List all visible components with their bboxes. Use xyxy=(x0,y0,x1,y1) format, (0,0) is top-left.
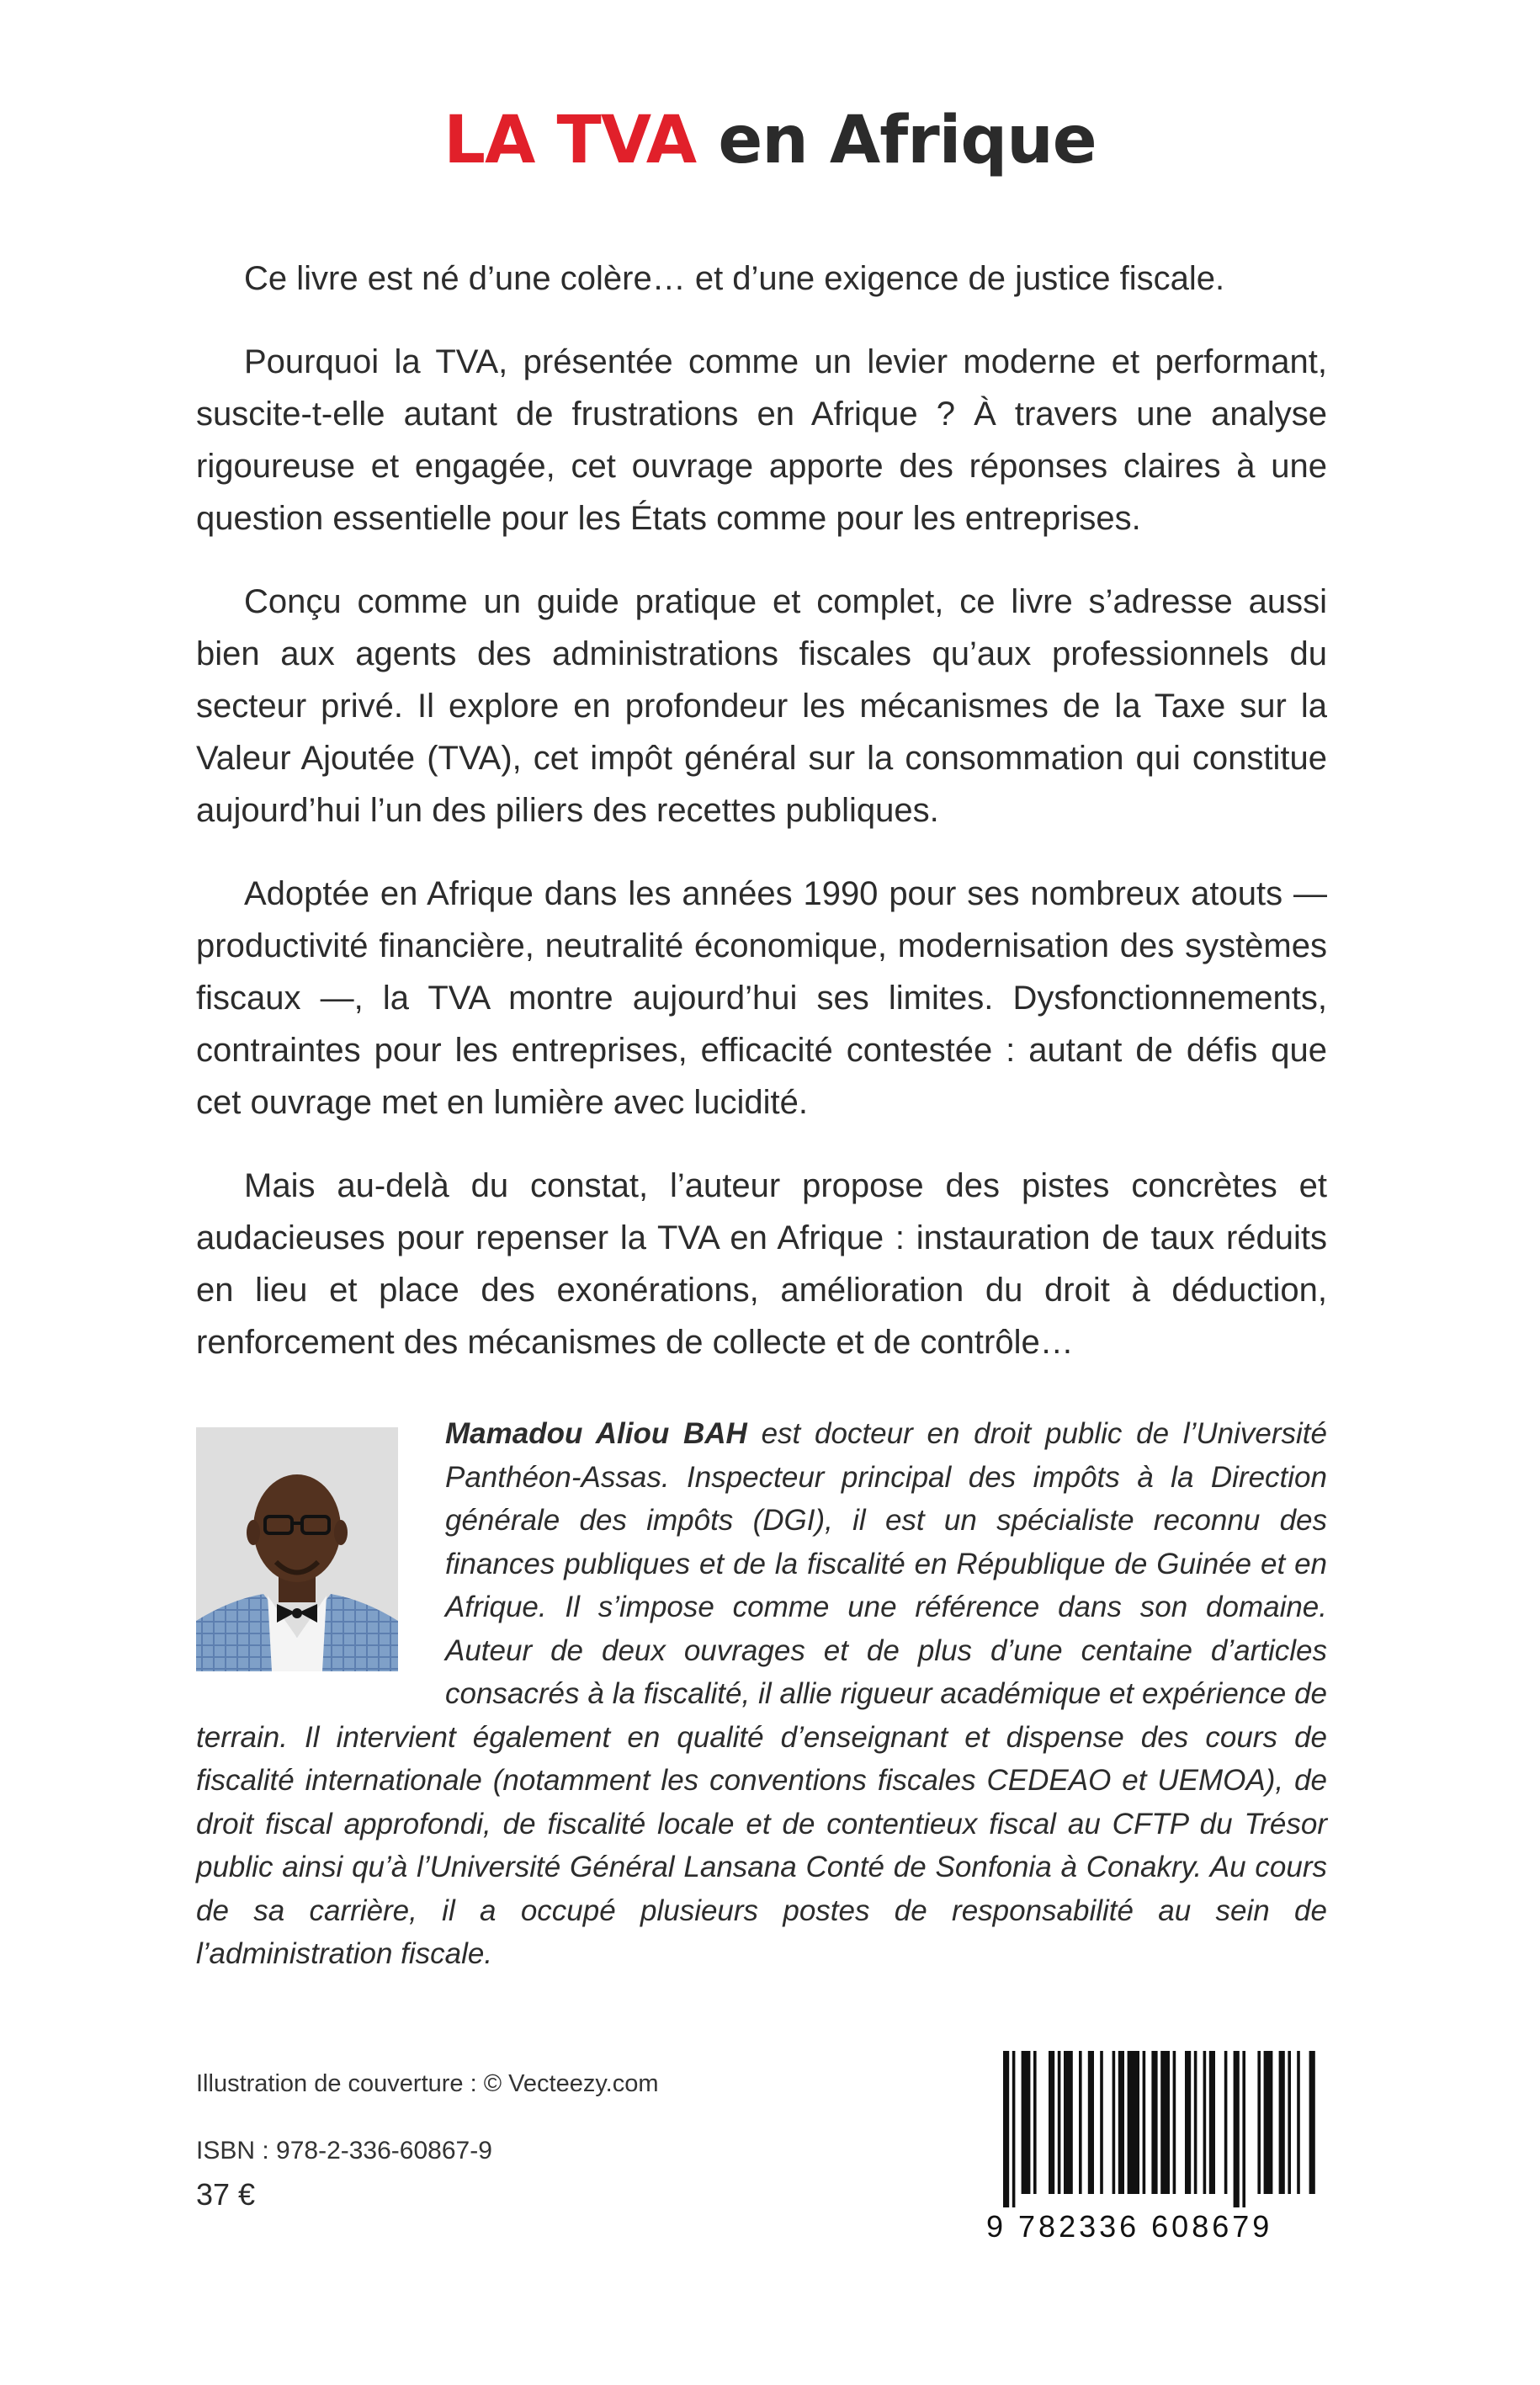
blurb-paragraph: Ce livre est né d’une colère… et d’une exigence de justice fiscale. xyxy=(244,260,1225,297)
blurb xyxy=(196,252,1327,1400)
price: 37 € xyxy=(196,2177,256,2212)
barcode-bar xyxy=(1234,2051,1240,2207)
barcode-bar xyxy=(1003,2051,1009,2207)
barcode-bar xyxy=(1100,2051,1103,2194)
barcode-bar xyxy=(1160,2051,1170,2194)
author-bio xyxy=(196,1412,1327,1976)
barcode-bar xyxy=(1049,2051,1054,2194)
title-rest: en Afrique xyxy=(696,103,1097,178)
author-bio-text: est docteur en droit public de l’Université Panthéon-Assas. Inspecteur principal des impôts à la Direction générale des impôts (DGI), il est un spécialiste reconnu des finances publiques et de la fiscalité en République de Guinée et en Afrique. Il s’impose comme une référence dans son domaine. Auteur de deux ouvrages et de plus d’une centaine d’articles consacrés à la fiscalité, il allie rigueur académique et expérience de terrain. Il intervient également en qualité d’enseignant et dispense des cours de fiscalité internationale (notamment les conventions fiscales CEDEAO et UEMOA), de droit fiscal approfondi, de fiscalité locale et de contentieux fiscal au CFTP du Trésor public ainsi qu’à l’Université Général Lansana Conté de Sonfonia à Conakry. Au cours de sa carrière, il a occupé plusieurs postes de responsabilité au sein de l’administration fiscale. xyxy=(196,1417,1327,1970)
barcode-bar xyxy=(1151,2051,1157,2194)
barcode-bar xyxy=(1224,2051,1228,2194)
barcode-bar xyxy=(1279,2051,1285,2194)
barcode-bar xyxy=(1113,2051,1116,2194)
author-photo xyxy=(196,1427,398,1671)
barcode-bar xyxy=(1064,2051,1073,2194)
barcode-bar xyxy=(1012,2051,1016,2207)
barcode-bar xyxy=(1143,2051,1146,2194)
barcode-bar xyxy=(1185,2051,1191,2194)
author-name: Mamadou Aliou BAH xyxy=(445,1417,747,1450)
barcode-bar xyxy=(1033,2051,1037,2194)
book-title xyxy=(0,103,1540,178)
title-accent: LA TVA xyxy=(443,103,697,178)
barcode-bar xyxy=(1079,2051,1082,2194)
barcode-bars xyxy=(986,2051,1321,2207)
barcode-bar xyxy=(1297,2051,1300,2194)
barcode-bar xyxy=(1209,2051,1215,2194)
barcode-bar xyxy=(1173,2051,1176,2194)
isbn: ISBN : 978-2-336-60867-9 xyxy=(196,2137,492,2165)
barcode-bar xyxy=(1022,2051,1031,2194)
blurb-paragraph: Conçu comme un guide pratique et complet, ce livre s’adresse aussi bien aux agents des administrations fiscales qu’aux professionnels du secteur privé. Il explore en profondeur les mécanismes de la Taxe sur la Valeur Ajoutée (TVA), cet impôt général sur la consommation qui constitue aujourd’hui l’un des piliers des recettes publiques. xyxy=(196,583,1327,829)
barcode xyxy=(986,2051,1321,2244)
barcode-bar xyxy=(1203,2051,1207,2194)
author-portrait-image xyxy=(196,1427,398,1671)
barcode-bar xyxy=(1118,2051,1124,2194)
blurb-paragraph: Adoptée en Afrique dans les années 1990 pour ses nombreux atouts — productivité financière, neutralité économique, modernisation des systèmes fiscaux —, la TVA montre aujourd’hui ses limites. Dysfonctionnements, contraintes pour les entreprises, efficacité contestée : autant de défis que cet ouvrage met en lumière avec lucidité. xyxy=(196,875,1327,1121)
barcode-bar xyxy=(1288,2051,1291,2194)
barcode-bar xyxy=(1309,2051,1315,2194)
barcode-bar xyxy=(1257,2051,1261,2194)
barcode-bar xyxy=(1242,2051,1245,2207)
barcode-bar xyxy=(1194,2051,1197,2194)
barcode-bar xyxy=(1264,2051,1273,2194)
barcode-bar xyxy=(1128,2051,1139,2194)
barcode-digits: 9 782336 608679 xyxy=(986,2209,1273,2244)
barcode-bar xyxy=(1088,2051,1094,2194)
barcode-bar xyxy=(1058,2051,1061,2194)
blurb-paragraph: Mais au-delà du constat, l’auteur propose des pistes concrètes et audacieuses pour repenser la TVA en Afrique : instauration de taux réduits en lieu et place des exonérations, amélioration du droit à déduction, renforcement des mécanismes de collecte et de contrôle… xyxy=(196,1167,1327,1361)
blurb-paragraph: Pourquoi la TVA, présentée comme un levier moderne et performant, suscite-t-elle autant de frustrations en Afrique ? À travers une analyse rigoureuse et engagée, cet ouvrage apporte des réponses claires à une question essentielle pour les États comme pour les entreprises. xyxy=(196,343,1327,537)
cover-credit: Illustration de couverture : © Vecteezy.com xyxy=(196,2070,659,2097)
